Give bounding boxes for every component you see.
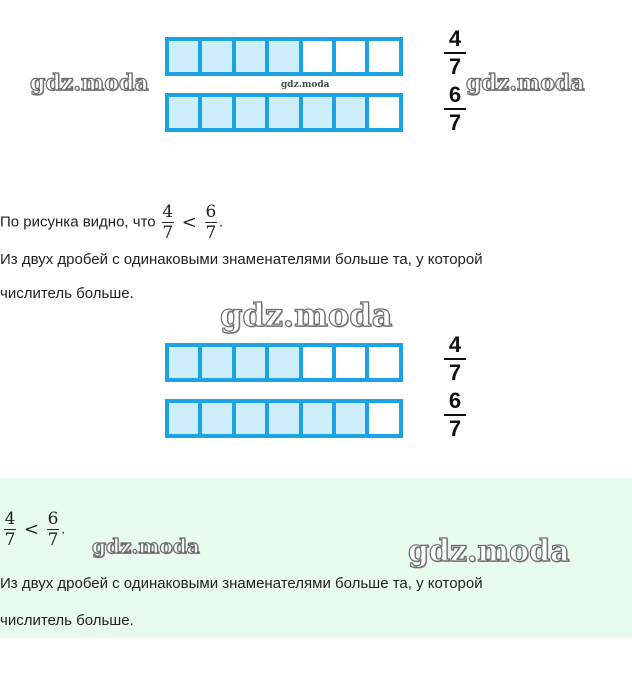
less-than-sign: <: [24, 519, 40, 540]
shaded-cell: [165, 37, 202, 76]
shaded-cell: [332, 399, 369, 438]
shaded-cell: [232, 37, 269, 76]
fraction-left: $\frac{4}{7}$: [162, 202, 174, 243]
watermark: gdz.moda: [408, 534, 570, 569]
empty-cell: [332, 343, 369, 382]
shaded-cell: [198, 93, 235, 132]
watermark: gdz.moda: [30, 70, 149, 96]
shaded-cell: [299, 399, 336, 438]
shaded-cell: [265, 343, 302, 382]
fraction-right: $\frac{6}{7}$: [47, 509, 59, 550]
empty-cell: [365, 93, 402, 132]
less-than-sign: <: [181, 212, 197, 233]
answer-rule-line-2: числитель больше.: [0, 612, 134, 629]
answer-rule-line-1: Из двух дробей с одинаковыми знаменателями больше та, у которой: [0, 575, 483, 592]
empty-cell: [332, 37, 369, 76]
empty-cell: [299, 37, 336, 76]
numerator: 6: [448, 82, 462, 107]
fraction-label-row-1: [444, 334, 466, 384]
shaded-cell: [265, 37, 302, 76]
empty-cell: [299, 343, 336, 382]
watermark: gdz.moda: [92, 534, 200, 558]
shaded-cell: [265, 399, 302, 438]
strip-row-1: [165, 343, 427, 382]
explanation-comparison: По рисунка видно, что $\frac{4}{7}$ < $\frac{6}{7}$ .: [0, 202, 224, 243]
numerator: 4: [448, 26, 462, 51]
strip-row-2: [165, 399, 427, 438]
empty-cell: [365, 37, 402, 76]
denominator: 7: [448, 416, 462, 441]
shaded-cell: [198, 343, 235, 382]
numerator: 6: [448, 388, 462, 413]
shaded-cell: [232, 93, 269, 132]
shaded-cell: [299, 93, 336, 132]
numerator: 4: [448, 332, 462, 357]
fraction-label-row-1: [444, 28, 466, 78]
shaded-cell: [332, 93, 369, 132]
watermark: gdz.moda: [281, 80, 330, 90]
watermark: gdz.moda: [220, 296, 393, 334]
denominator: 7: [448, 110, 462, 135]
fraction-right: $\frac{6}{7}$: [205, 202, 217, 243]
shaded-cell: [198, 37, 235, 76]
shaded-cell: [165, 399, 202, 438]
shaded-cell: [232, 399, 269, 438]
fraction-label-row-2: [444, 84, 466, 134]
answer-block: [0, 478, 632, 638]
shaded-cell: [165, 343, 202, 382]
strip-row-2: [165, 93, 427, 132]
fraction-label-row-2: [444, 390, 466, 440]
fraction-left: $\frac{4}{7}$: [4, 509, 16, 550]
denominator: 7: [448, 360, 462, 385]
shaded-cell: [198, 399, 235, 438]
shaded-cell: [232, 343, 269, 382]
rule-line-1: Из двух дробей с одинаковыми знаменателями больше та, у которой: [0, 251, 483, 268]
empty-cell: [365, 399, 402, 438]
rule-line-2: числитель больше.: [0, 285, 134, 302]
shaded-cell: [165, 93, 202, 132]
denominator: 7: [448, 54, 462, 79]
shaded-cell: [265, 93, 302, 132]
watermark: gdz.moda: [466, 70, 585, 96]
explanation-lead: По рисунка видно, что: [0, 213, 156, 231]
empty-cell: [365, 343, 402, 382]
strip-row-1: [165, 37, 427, 76]
answer-comparison: $\frac{4}{7}$ < $\frac{6}{7}$ .: [4, 509, 66, 550]
